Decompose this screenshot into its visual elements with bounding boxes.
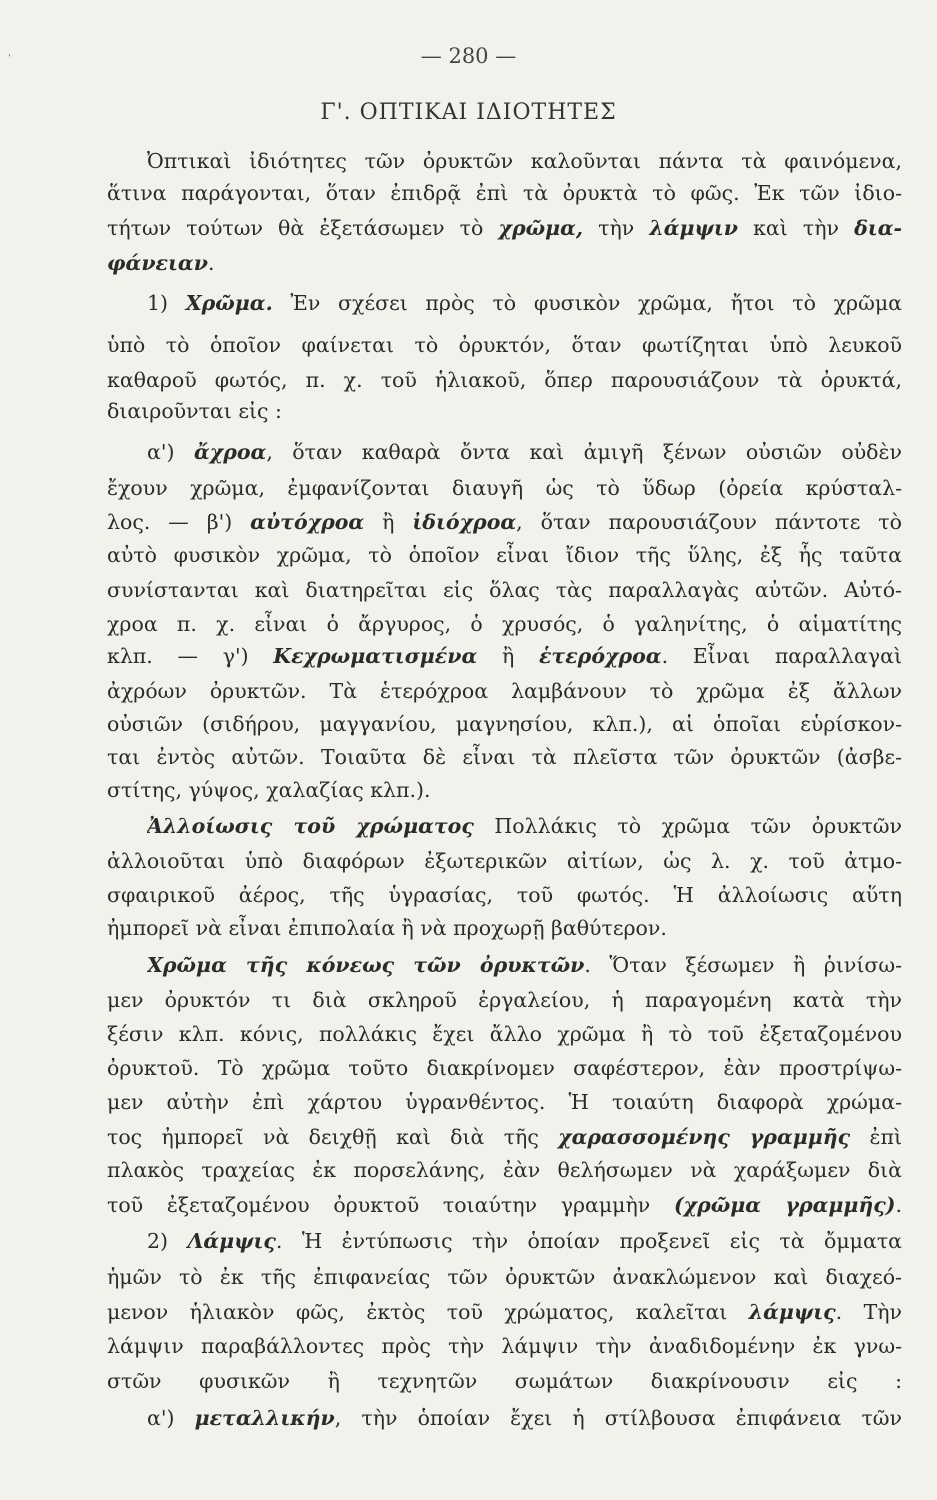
text-run: τήτων τούτων θὰ ἐξετάσωμεν τὸ xyxy=(107,216,499,240)
text-line xyxy=(147,437,902,467)
text-run: διαιροῦνται εἰς : xyxy=(107,399,282,423)
emphasized-term: λάμψις xyxy=(748,1300,836,1324)
emphasized-term: μεταλλικήν xyxy=(194,1406,335,1430)
emphasized-term: χαρασσομένης γραμμῆς xyxy=(558,1125,851,1149)
text-run: . xyxy=(895,1193,902,1217)
text-run: χροα π. χ. εἶναι ὁ ἄργυρος, ὁ χρυσός, ὁ γαληνίτης, ὁ αἱματίτης xyxy=(107,612,902,636)
text-run: λάμψιν παραβάλλοντες πρὸς τὴν λάμψιν τὴν ἀναδιδομένην ἐκ γνω- xyxy=(107,1334,902,1358)
text-run: , ὅταν καθαρὰ ὄντα καὶ ἀμιγῆ ξένων οὐσιῶν οὐδὲν xyxy=(266,440,902,464)
text-run: ἠμπορεῖ νὰ εἶναι ἐπιπολαία ἢ νὰ προχωρῇ βαθύτερον. xyxy=(107,916,667,940)
text-run: τοῦ ἐξεταζομένου ὀρυκτοῦ τοιαύτην γραμμὴν xyxy=(107,1193,674,1217)
text-run: ἢ xyxy=(364,510,413,534)
text-run: λος. — β') xyxy=(107,510,251,534)
text-line xyxy=(107,1155,902,1185)
emphasized-term: Χρῶμα. xyxy=(185,291,273,315)
text-run: ται ἐντὸς αὐτῶν. Τοιαῦτα δὲ εἶναι τὰ πλεῖστα τῶν ὀρυκτῶν (ἀσβε- xyxy=(107,745,902,769)
text-line xyxy=(107,540,902,570)
page-number: — 280 — xyxy=(420,44,517,68)
emphasized-term: ἰδιόχροα xyxy=(412,510,517,534)
text-line xyxy=(147,1226,902,1256)
emphasized-term: φάνειαν xyxy=(107,251,208,275)
text-line xyxy=(147,950,902,980)
text-run: ἅτινα παράγονται, ὅταν ἐπιδρᾷ ἐπὶ τὰ ὀρυκτὰ τὸ φῶς. Ἐκ τῶν ἰδιο- xyxy=(107,181,902,205)
text-run: σφαιρικοῦ ἀέρος, τῆς ὑγρασίας, τοῦ φωτός. Ἡ ἀλλοίωσις αὕτη xyxy=(107,883,902,907)
emphasized-term: (χρῶμα γραμμῆς) xyxy=(673,1193,896,1217)
text-line xyxy=(107,846,902,876)
text-run: . Ἡ ἐντύπωσις τὴν ὁποίαν προξενεῖ εἰς τὰ ὄμματα xyxy=(275,1229,902,1253)
text-line xyxy=(107,1190,902,1220)
text-line xyxy=(107,1019,902,1049)
text-run: καθαροῦ φωτός, π. χ. τοῦ ἡλιακοῦ, ὅπερ παρουσιάζουν τὰ ὀρυκτά, xyxy=(107,368,902,392)
text-line xyxy=(107,1331,902,1361)
text-line xyxy=(107,913,902,943)
text-run: α') xyxy=(147,1406,195,1430)
text-run: πλακὸς τραχείας ἐκ πορσελάνης, ἐὰν θελήσωμεν νὰ χαράξωμεν διὰ xyxy=(107,1158,902,1182)
text-line xyxy=(107,709,902,739)
text-line xyxy=(107,575,902,605)
margin-mark: ʹ xyxy=(8,54,11,65)
text-run: ὀρυκτοῦ. Τὸ χρῶμα τοῦτο διακρίνομεν σαφέστερον, ἐὰν προστρίψω- xyxy=(107,1056,902,1080)
text-line xyxy=(107,1262,902,1292)
text-run: Ἐν σχέσει πρὸς τὸ φυσικὸν χρῶμα, ἤτοι τὸ χρῶμα xyxy=(272,291,902,315)
text-line xyxy=(107,1366,902,1396)
text-run: . xyxy=(207,251,215,275)
text-run: 1) xyxy=(147,291,186,315)
text-line xyxy=(107,609,902,639)
text-line xyxy=(107,1053,902,1083)
text-line xyxy=(147,146,902,176)
text-line xyxy=(107,178,902,208)
text-run: συνίστανται καὶ διατηρεῖται εἰς ὅλας τὰς παραλλαγὰς αὐτῶν. Αὐτό- xyxy=(107,578,902,602)
emphasized-term: Ἀλλοίωσις τοῦ χρώματος xyxy=(147,814,474,838)
text-run: καὶ τὴν xyxy=(737,216,855,240)
text-line xyxy=(107,985,902,1015)
text-line xyxy=(147,1403,902,1433)
text-run: μεν ὀρυκτόν τι διὰ σκληροῦ ἐργαλείου, ἡ παραγομένη κατὰ τὴν xyxy=(107,988,902,1012)
text-line xyxy=(107,248,902,278)
emphasized-term: χρῶμα, xyxy=(498,216,584,240)
text-run: . Εἶναι παραλλαγαὶ xyxy=(661,644,902,668)
emphasized-term: ἄχροα xyxy=(193,440,267,464)
text-run: στῶν φυσικῶν ἢ τεχνητῶν σωμάτων διακρίνουσιν εἰς : xyxy=(107,1369,902,1393)
text-run: 2) xyxy=(147,1229,188,1253)
text-line xyxy=(107,641,902,671)
text-run: , τὴν ὁποίαν ἔχει ἡ στίλβουσα ἐπιφάνεια τῶν xyxy=(334,1406,902,1430)
text-run: μεν αὐτὴν ἐπὶ χάρτου ὑγρανθέντος. Ἡ τοιαύτη διαφορὰ χρώμα- xyxy=(107,1090,902,1114)
emphasized-term: αὐτόχροα xyxy=(250,510,365,534)
text-line xyxy=(107,775,902,805)
text-line xyxy=(107,676,902,706)
emphasized-term: ἑτερόχροα xyxy=(538,644,662,668)
emphasized-term: δια- xyxy=(854,216,902,240)
text-run: τος ἠμπορεῖ νὰ δειχθῇ καὶ διὰ τῆς xyxy=(107,1125,559,1149)
text-run: . Τὴν xyxy=(835,1300,902,1324)
text-run: ἡμῶν τὸ ἐκ τῆς ἐπιφανείας τῶν ὀρυκτῶν ἀνακλώμενον καὶ διαχεό- xyxy=(107,1265,902,1289)
text-line xyxy=(147,811,902,841)
text-line xyxy=(107,213,902,243)
text-run: στίτης, γύψος, χαλαζίας κλπ.). xyxy=(107,778,431,802)
text-line xyxy=(107,507,902,537)
text-run: Πολλάκις τὸ χρῶμα τῶν ὀρυκτῶν xyxy=(473,814,902,838)
text-run: ἔχουν χρῶμα, ἐμφανίζονται διαυγῆ ὡς τὸ ὕδωρ (ὀρεία κρύσταλ- xyxy=(107,476,902,500)
text-line xyxy=(107,396,902,426)
text-line xyxy=(107,1297,902,1327)
text-run: οὐσιῶν (σιδήρου, μαγγανίου, μαγνησίου, κλπ.), αἱ ὁποῖαι εὑρίσκον- xyxy=(107,712,902,736)
text-run: ἀχρόων ὀρυκτῶν. Τὰ ἑτερόχροα λαμβάνουν τὸ χρῶμα ἐξ ἄλλων xyxy=(107,679,902,703)
text-run: , ὅταν παρουσιάζουν πάντοτε τὸ xyxy=(516,510,902,534)
text-run: Ὀπτικαὶ ἰδιότητες τῶν ὀρυκτῶν καλοῦνται πάντα τὰ φαινόμενα, xyxy=(147,149,902,173)
text-run: . Ὅταν ξέσωμεν ἢ ῥινίσω- xyxy=(584,953,902,977)
emphasized-term: Λάμψις xyxy=(187,1229,276,1253)
text-line xyxy=(107,1087,902,1117)
emphasized-term: λάμψιν xyxy=(649,216,738,240)
section-heading: Γ'. ΟΠΤΙΚΑΙ ΙΔΙΟΤΗΤΕΣ xyxy=(320,100,617,125)
text-run: τὴν xyxy=(583,216,650,240)
text-line xyxy=(107,473,902,503)
text-run: κλπ. — γ') xyxy=(107,644,274,668)
text-line xyxy=(147,288,902,318)
text-line xyxy=(107,1122,902,1152)
emphasized-term: Χρῶμα τῆς κόνεως τῶν ὀρυκτῶν xyxy=(147,953,585,977)
text-run: ἐπὶ xyxy=(850,1125,902,1149)
text-run: α') xyxy=(147,440,194,464)
emphasized-term: Κεχρωματισμένα xyxy=(273,644,478,668)
text-run: αὐτὸ φυσικὸν χρῶμα, τὸ ὁποῖον εἶναι ἴδιον τῆς ὕλης, ἐξ ἧς ταῦτα xyxy=(107,543,902,567)
text-run: ξέσιν κλπ. κόνις, πολλάκις ἔχει ἄλλο χρῶμα ἢ τὸ τοῦ ἐξεταζομένου xyxy=(107,1022,902,1046)
text-run: μενον ἡλιακὸν φῶς, ἐκτὸς τοῦ χρώματος, καλεῖται xyxy=(107,1300,749,1324)
text-line xyxy=(107,330,902,360)
text-run: ἀλλοιοῦται ὑπὸ διαφόρων ἐξωτερικῶν αἰτίων, ὡς λ. χ. τοῦ ἀτμο- xyxy=(107,849,902,873)
text-line xyxy=(107,880,902,910)
text-run: ἢ xyxy=(477,644,539,668)
text-line xyxy=(107,365,902,395)
text-run: ὑπὸ τὸ ὁποῖον φαίνεται τὸ ὀρυκτόν, ὅταν φωτίζηται ὑπὸ λευκοῦ xyxy=(107,333,902,357)
text-line xyxy=(107,742,902,772)
